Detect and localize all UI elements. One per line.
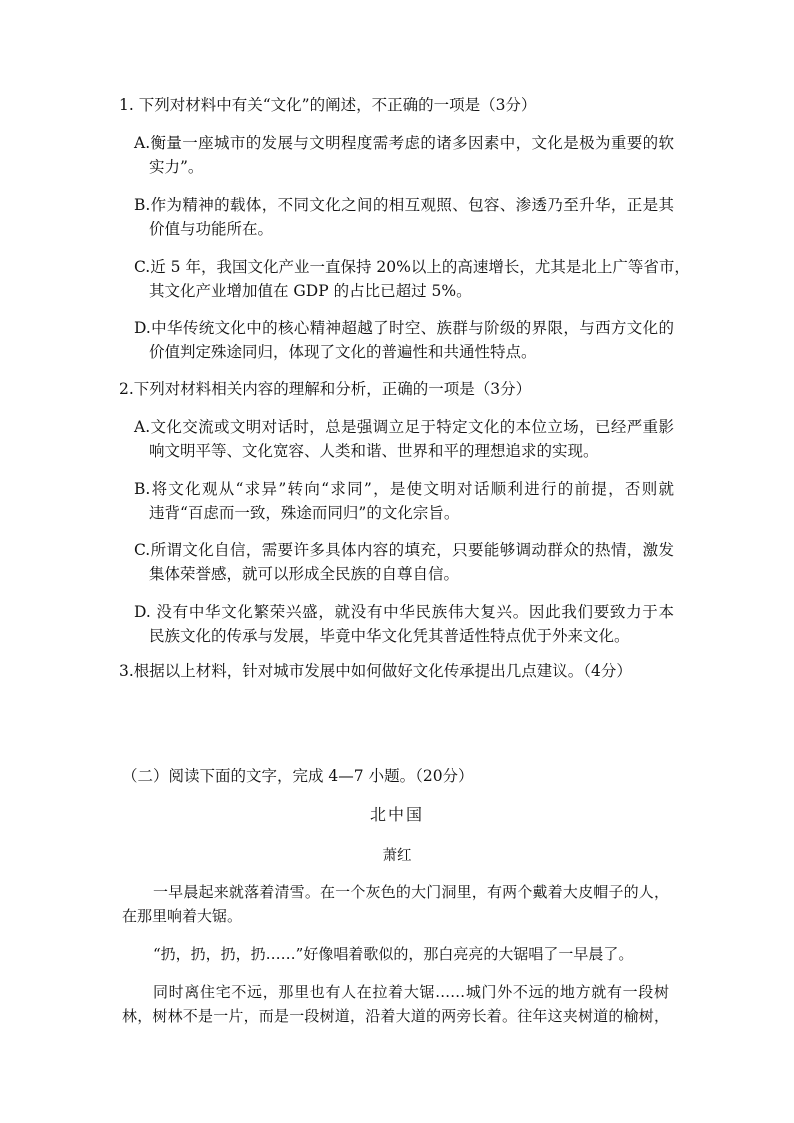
question-2-stem: 2.下列对材料相关内容的理解和分析，正确的一项是（3分） — [119, 380, 532, 398]
q1-option-a-line1: A.衡量一座城市的发展与文明程度需考虑的诸多因素中，文化是极为重要的软 — [134, 134, 674, 152]
q2-option-b-line1: B.将文化观从“求异”转向“求同”，是使文明对话顺利进行的前提，否则就 — [134, 480, 674, 498]
article-author: 萧红 — [382, 848, 412, 864]
paragraph-1-line2: 在那里响着大锯。 — [122, 907, 243, 925]
paragraph-1-line1: 一早晨起来就落着清雪。在一个灰色的大门洞里，有两个戴着大皮帽子的人， — [153, 883, 669, 901]
paragraph-3-line1: 同时离住宅不远，那里也有人在拉着大锯……城门外不远的地方就有一段树 — [153, 983, 669, 1001]
q1-option-b-line2: 价值与功能所在。 — [149, 220, 274, 238]
q1-option-a-line2: 实力”。 — [149, 158, 204, 176]
q1-option-d-line2: 价值判定殊途同归，体现了文化的普遍性和共通性特点。 — [149, 343, 537, 361]
q2-option-d-line1: D. 没有中华文化繁荣兴盛，就没有中华民族伟大复兴。因此我们要致力于本 — [134, 603, 674, 621]
section-2-heading: （二）阅读下面的文字，完成 4—7 小题。（20分） — [122, 767, 474, 785]
q2-option-a-line1: A.文化交流或文明对话时，总是强调立足于特定文化的本位立场，已经严重影 — [134, 418, 674, 436]
article-title: 北中国 — [369, 805, 424, 824]
question-1-stem: 1. 下列对材料中有关“文化”的阐述，不正确的一项是（3分） — [119, 96, 537, 114]
q2-option-d-line2: 民族文化的传承与发展，毕竟中华文化凭其普适性特点优于外来文化。 — [149, 627, 630, 645]
paragraph-3-line2: 林，树林不是一片，而是一段树道，沿着大道的两旁长着。往年这夹树道的榆树， — [122, 1007, 669, 1025]
q2-option-a-line2: 响文明平等、文化宽容、人类和谐、世界和平的理想追求的实现。 — [149, 442, 599, 460]
q2-option-c-line2: 集体荣誉感，就可以形成全民族的自尊自信。 — [149, 565, 460, 583]
question-3-stem: 3.根据以上材料，针对城市发展中如何做好文化传承提出几点建议。（4分） — [119, 662, 632, 680]
q1-option-b-line1: B.作为精神的载体，不同文化之间的相互观照、包容、渗透乃至升华，正是其 — [134, 196, 674, 214]
paragraph-2-line1: “扔，扔，扔，扔……”好像唱着歌似的，那白亮亮的大锯唱了一早晨了。 — [153, 945, 634, 963]
q1-option-c-line2: 其文化产业增加值在 GDP 的占比已超过 5%。 — [149, 282, 472, 300]
q1-option-d-line1: D.中华传统文化中的核心精神超越了时空、族群与阶级的界限，与西方文化的 — [134, 319, 674, 337]
q2-option-b-line2: 违背“百虑而一致，殊途而同归”的文化宗旨。 — [149, 504, 460, 522]
q1-option-c-line1: C.近 5 年，我国文化产业一直保持 20%以上的高速增长，尤其是北上广等省市， — [134, 258, 690, 276]
q2-option-c-line1: C.所谓文化自信，需要许多具体内容的填充，只要能够调动群众的热情，激发 — [134, 541, 674, 559]
